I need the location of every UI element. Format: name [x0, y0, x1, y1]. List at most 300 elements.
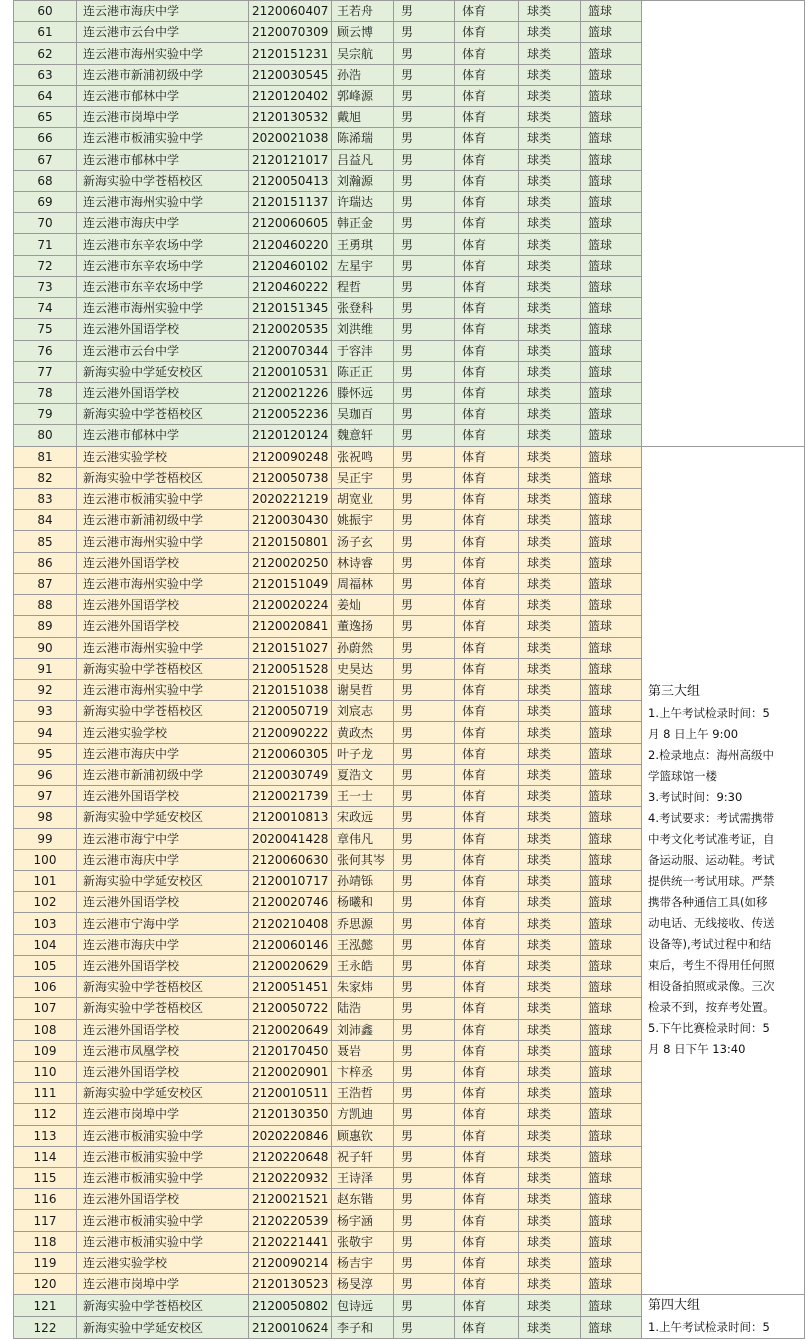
- student-name-cell: 杨吉宇: [332, 1252, 394, 1273]
- category-cell: 球类: [519, 64, 581, 85]
- gender-cell: 男: [394, 489, 455, 510]
- student-name-cell: 杨宇涵: [332, 1210, 394, 1231]
- group4-title: 第四大组: [648, 1298, 701, 1314]
- gender-cell: 男: [394, 191, 455, 212]
- school-name-cell: 连云港市海州实验中学: [77, 680, 249, 701]
- sport-cell: 篮球: [581, 1083, 642, 1104]
- gender-cell: 男: [394, 743, 455, 764]
- subject-cell: 体育: [455, 1104, 519, 1125]
- school-name-cell: 连云港市海州实验中学: [77, 43, 249, 64]
- row-number-cell: 103: [14, 913, 77, 934]
- sport-cell: 篮球: [581, 467, 642, 488]
- group3-note-line: 月 8 日上午 9:00: [648, 726, 739, 741]
- candidate-id-cell: 2120070344: [249, 340, 332, 361]
- subject-cell: 体育: [455, 1317, 519, 1339]
- category-cell: 球类: [519, 298, 581, 319]
- group4-notes-cell: [642, 1295, 805, 1339]
- category-cell: 球类: [519, 595, 581, 616]
- subject-cell: 体育: [455, 1061, 519, 1082]
- candidate-id-cell: 2120130350: [249, 1104, 332, 1125]
- gender-cell: 男: [394, 149, 455, 170]
- category-cell: 球类: [519, 870, 581, 891]
- subject-cell: 体育: [455, 1231, 519, 1252]
- group3-note-line: 3.考试时间：9:30: [648, 789, 743, 804]
- school-name-cell: 连云港市新浦初级中学: [77, 764, 249, 785]
- row-number-cell: 94: [14, 722, 77, 743]
- student-name-cell: 宋政远: [332, 807, 394, 828]
- candidate-id-cell: 2120151345: [249, 298, 332, 319]
- school-name-cell: 连云港外国语学校: [77, 1189, 249, 1210]
- candidate-id-cell: 2120120402: [249, 85, 332, 106]
- row-number-cell: 73: [14, 276, 77, 297]
- student-name-cell: 许瑞达: [332, 191, 394, 212]
- gender-cell: 男: [394, 934, 455, 955]
- school-name-cell: 连云港市新浦初级中学: [77, 510, 249, 531]
- category-cell: 球类: [519, 446, 581, 467]
- sport-cell: 篮球: [581, 786, 642, 807]
- school-name-cell: 新海实验中学苍梧校区: [77, 658, 249, 679]
- subject-cell: 体育: [455, 213, 519, 234]
- candidate-id-cell: 2120010813: [249, 807, 332, 828]
- subject-cell: 体育: [455, 191, 519, 212]
- student-name-cell: 姚振宇: [332, 510, 394, 531]
- subject-cell: 体育: [455, 1083, 519, 1104]
- candidate-id-cell: 2120021226: [249, 382, 332, 403]
- row-number-cell: 71: [14, 234, 77, 255]
- category-cell: 球类: [519, 786, 581, 807]
- sport-cell: 篮球: [581, 722, 642, 743]
- subject-cell: 体育: [455, 616, 519, 637]
- student-name-cell: 胡宽业: [332, 489, 394, 510]
- school-name-cell: 新海实验中学苍梧校区: [77, 977, 249, 998]
- subject-cell: 体育: [455, 658, 519, 679]
- candidate-id-cell: 2120151231: [249, 43, 332, 64]
- gender-cell: 男: [394, 170, 455, 191]
- group3-note-line: 相设备拍照或录像。三次: [648, 978, 775, 993]
- subject-cell: 体育: [455, 892, 519, 913]
- group3-note-line: 动电话、无线接收、传送: [648, 915, 775, 930]
- student-name-cell: 吴正宇: [332, 467, 394, 488]
- school-name-cell: 新海实验中学延安校区: [77, 870, 249, 891]
- group2-notes-cell: [642, 1, 805, 447]
- row-number-cell: 119: [14, 1252, 77, 1273]
- student-name-cell: 戴旭: [332, 107, 394, 128]
- candidate-id-cell: 2120020841: [249, 616, 332, 637]
- gender-cell: 男: [394, 531, 455, 552]
- row-number-cell: 98: [14, 807, 77, 828]
- row-number-cell: 102: [14, 892, 77, 913]
- gender-cell: 男: [394, 1317, 455, 1339]
- row-number-cell: 76: [14, 340, 77, 361]
- candidate-id-cell: 2120050802: [249, 1295, 332, 1317]
- category-cell: 球类: [519, 1168, 581, 1189]
- gender-cell: 男: [394, 913, 455, 934]
- gender-cell: 男: [394, 1295, 455, 1317]
- school-name-cell: 连云港市海庆中学: [77, 743, 249, 764]
- category-cell: 球类: [519, 1, 581, 22]
- school-name-cell: 连云港外国语学校: [77, 382, 249, 403]
- subject-cell: 体育: [455, 446, 519, 467]
- row-number-cell: 92: [14, 680, 77, 701]
- student-name-cell: 顾云博: [332, 22, 394, 43]
- category-cell: 球类: [519, 467, 581, 488]
- group3-title: 第三大组: [648, 683, 701, 699]
- school-name-cell: 连云港市板浦实验中学: [77, 1168, 249, 1189]
- school-name-cell: 连云港市岗埠中学: [77, 1274, 249, 1295]
- row-number-cell: 118: [14, 1231, 77, 1252]
- student-name-cell: 王一士: [332, 786, 394, 807]
- gender-cell: 男: [394, 977, 455, 998]
- sport-cell: 篮球: [581, 828, 642, 849]
- gender-cell: 男: [394, 1189, 455, 1210]
- gender-cell: 男: [394, 43, 455, 64]
- student-name-cell: 程哲: [332, 276, 394, 297]
- category-cell: 球类: [519, 849, 581, 870]
- school-name-cell: 新海实验中学延安校区: [77, 807, 249, 828]
- school-name-cell: 连云港市板浦实验中学: [77, 1210, 249, 1231]
- gender-cell: 男: [394, 446, 455, 467]
- school-name-cell: 连云港市新浦初级中学: [77, 64, 249, 85]
- category-cell: 球类: [519, 43, 581, 64]
- school-name-cell: 连云港外国语学校: [77, 616, 249, 637]
- subject-cell: 体育: [455, 849, 519, 870]
- school-name-cell: 连云港市板浦实验中学: [77, 1125, 249, 1146]
- row-number-cell: 91: [14, 658, 77, 679]
- category-cell: 球类: [519, 828, 581, 849]
- subject-cell: 体育: [455, 149, 519, 170]
- gender-cell: 男: [394, 510, 455, 531]
- category-cell: 球类: [519, 276, 581, 297]
- category-cell: 球类: [519, 404, 581, 425]
- subject-cell: 体育: [455, 531, 519, 552]
- student-name-cell: 姜灿: [332, 595, 394, 616]
- group3-note-line: 备运动服、运动鞋。考试: [648, 852, 775, 867]
- student-name-cell: 张何其岑: [332, 849, 394, 870]
- candidate-id-cell: 2120020224: [249, 595, 332, 616]
- subject-cell: 体育: [455, 234, 519, 255]
- category-cell: 球类: [519, 552, 581, 573]
- row-number-cell: 81: [14, 446, 77, 467]
- subject-cell: 体育: [455, 1040, 519, 1061]
- sport-cell: 篮球: [581, 870, 642, 891]
- student-name-cell: 王永皓: [332, 955, 394, 976]
- gender-cell: 男: [394, 616, 455, 637]
- sport-cell: 篮球: [581, 764, 642, 785]
- category-cell: 球类: [519, 170, 581, 191]
- gender-cell: 男: [394, 680, 455, 701]
- candidate-id-cell: 2120060305: [249, 743, 332, 764]
- candidate-id-cell: 2120050738: [249, 467, 332, 488]
- candidate-id-cell: 2120060605: [249, 213, 332, 234]
- gender-cell: 男: [394, 595, 455, 616]
- student-name-cell: 李子和: [332, 1317, 394, 1339]
- candidate-id-cell: 2120060630: [249, 849, 332, 870]
- category-cell: 球类: [519, 531, 581, 552]
- subject-cell: 体育: [455, 255, 519, 276]
- school-name-cell: 连云港市海州实验中学: [77, 573, 249, 594]
- category-cell: 球类: [519, 658, 581, 679]
- subject-cell: 体育: [455, 85, 519, 106]
- student-name-cell: 杨旻淳: [332, 1274, 394, 1295]
- sport-cell: 篮球: [581, 107, 642, 128]
- row-number-cell: 72: [14, 255, 77, 276]
- category-cell: 球类: [519, 85, 581, 106]
- student-name-cell: 史昊达: [332, 658, 394, 679]
- category-cell: 球类: [519, 680, 581, 701]
- candidate-id-cell: 2020221219: [249, 489, 332, 510]
- student-name-cell: 刘洪维: [332, 319, 394, 340]
- sport-cell: 篮球: [581, 170, 642, 191]
- sport-cell: 篮球: [581, 340, 642, 361]
- category-cell: 球类: [519, 955, 581, 976]
- student-name-cell: 赵东锴: [332, 1189, 394, 1210]
- category-cell: 球类: [519, 977, 581, 998]
- group3-note-line: 设备等),考试过程中和结: [648, 936, 772, 951]
- student-name-cell: 吴宗航: [332, 43, 394, 64]
- sport-cell: 篮球: [581, 149, 642, 170]
- school-name-cell: 连云港外国语学校: [77, 892, 249, 913]
- candidate-id-cell: 2120221441: [249, 1231, 332, 1252]
- subject-cell: 体育: [455, 870, 519, 891]
- student-name-cell: 汤子玄: [332, 531, 394, 552]
- category-cell: 球类: [519, 573, 581, 594]
- candidate-id-cell: 2120030749: [249, 764, 332, 785]
- subject-cell: 体育: [455, 22, 519, 43]
- group3-note-line: 5.下午比赛检录时间：5: [648, 1020, 770, 1035]
- table-row: [14, 1, 805, 22]
- sport-cell: 篮球: [581, 1146, 642, 1167]
- student-name-cell: 林诗睿: [332, 552, 394, 573]
- category-cell: 球类: [519, 128, 581, 149]
- row-number-cell: 86: [14, 552, 77, 573]
- sport-cell: 篮球: [581, 955, 642, 976]
- candidate-id-cell: 2120460220: [249, 234, 332, 255]
- row-number-cell: 96: [14, 764, 77, 785]
- subject-cell: 体育: [455, 1189, 519, 1210]
- sport-cell: 篮球: [581, 361, 642, 382]
- school-name-cell: 连云港外国语学校: [77, 552, 249, 573]
- school-name-cell: 新海实验中学苍梧校区: [77, 998, 249, 1019]
- category-cell: 球类: [519, 1061, 581, 1082]
- subject-cell: 体育: [455, 1019, 519, 1040]
- candidate-id-cell: 2120060146: [249, 934, 332, 955]
- candidate-id-cell: 2120021739: [249, 786, 332, 807]
- student-name-cell: 孙靖铄: [332, 870, 394, 891]
- category-cell: 球类: [519, 319, 581, 340]
- row-number-cell: 78: [14, 382, 77, 403]
- student-name-cell: 王浩哲: [332, 1083, 394, 1104]
- category-cell: 球类: [519, 1210, 581, 1231]
- category-cell: 球类: [519, 1295, 581, 1317]
- school-name-cell: 新海实验中学延安校区: [77, 361, 249, 382]
- school-name-cell: 连云港外国语学校: [77, 1019, 249, 1040]
- row-number-cell: 105: [14, 955, 77, 976]
- school-name-cell: 新海实验中学苍梧校区: [77, 404, 249, 425]
- subject-cell: 体育: [455, 1295, 519, 1317]
- subject-cell: 体育: [455, 425, 519, 446]
- row-number-cell: 61: [14, 22, 77, 43]
- school-name-cell: 连云港市东辛农场中学: [77, 234, 249, 255]
- student-name-cell: 刘瀚源: [332, 170, 394, 191]
- row-number-cell: 106: [14, 977, 77, 998]
- row-number-cell: 89: [14, 616, 77, 637]
- school-name-cell: 连云港市海庆中学: [77, 934, 249, 955]
- candidate-id-cell: 2120130523: [249, 1274, 332, 1295]
- candidate-id-cell: 2020041428: [249, 828, 332, 849]
- table-row: [14, 446, 805, 467]
- category-cell: 球类: [519, 1189, 581, 1210]
- sport-cell: 篮球: [581, 1104, 642, 1125]
- gender-cell: 男: [394, 722, 455, 743]
- category-cell: 球类: [519, 22, 581, 43]
- sport-cell: 篮球: [581, 1252, 642, 1273]
- student-name-cell: 张登科: [332, 298, 394, 319]
- sport-cell: 篮球: [581, 892, 642, 913]
- row-number-cell: 88: [14, 595, 77, 616]
- sport-cell: 篮球: [581, 1317, 642, 1339]
- subject-cell: 体育: [455, 701, 519, 722]
- school-name-cell: 连云港外国语学校: [77, 595, 249, 616]
- subject-cell: 体育: [455, 977, 519, 998]
- school-name-cell: 连云港外国语学校: [77, 786, 249, 807]
- school-name-cell: 连云港外国语学校: [77, 1061, 249, 1082]
- row-number-cell: 74: [14, 298, 77, 319]
- gender-cell: 男: [394, 255, 455, 276]
- sport-cell: 篮球: [581, 1125, 642, 1146]
- candidate-id-cell: 2120050413: [249, 170, 332, 191]
- subject-cell: 体育: [455, 489, 519, 510]
- sport-cell: 篮球: [581, 998, 642, 1019]
- subject-cell: 体育: [455, 510, 519, 531]
- student-name-cell: 祝子轩: [332, 1146, 394, 1167]
- category-cell: 球类: [519, 1146, 581, 1167]
- category-cell: 球类: [519, 1274, 581, 1295]
- category-cell: 球类: [519, 213, 581, 234]
- candidate-id-cell: 2120010717: [249, 870, 332, 891]
- candidate-id-cell: 2120070309: [249, 22, 332, 43]
- category-cell: 球类: [519, 382, 581, 403]
- group3-note-line: 提供统一考试用球。严禁: [648, 873, 775, 888]
- group3-note-line: 中考文化考试准考证，自: [648, 831, 775, 846]
- gender-cell: 男: [394, 298, 455, 319]
- row-number-cell: 113: [14, 1125, 77, 1146]
- school-name-cell: 新海实验中学延安校区: [77, 1083, 249, 1104]
- group3-note-line: 4.考试要求：考试需携带: [648, 810, 774, 825]
- candidate-id-cell: 2120020535: [249, 319, 332, 340]
- subject-cell: 体育: [455, 361, 519, 382]
- row-number-cell: 77: [14, 361, 77, 382]
- student-name-cell: 孙蔚然: [332, 637, 394, 658]
- subject-cell: 体育: [455, 680, 519, 701]
- school-name-cell: 连云港市郁林中学: [77, 85, 249, 106]
- candidate-id-cell: 2120051451: [249, 977, 332, 998]
- school-name-cell: 连云港实验学校: [77, 722, 249, 743]
- gender-cell: 男: [394, 64, 455, 85]
- gender-cell: 男: [394, 849, 455, 870]
- group3-note-line: 1.上午考试检录时间：5: [648, 705, 770, 720]
- candidate-id-cell: 2120090248: [249, 446, 332, 467]
- candidate-id-cell: 2120050722: [249, 998, 332, 1019]
- row-number-cell: 112: [14, 1104, 77, 1125]
- student-name-cell: 顾惠钦: [332, 1125, 394, 1146]
- subject-cell: 体育: [455, 764, 519, 785]
- row-number-cell: 64: [14, 85, 77, 106]
- candidate-id-cell: 2120030545: [249, 64, 332, 85]
- subject-cell: 体育: [455, 828, 519, 849]
- school-name-cell: 新海实验中学苍梧校区: [77, 701, 249, 722]
- row-number-cell: 99: [14, 828, 77, 849]
- row-number-cell: 82: [14, 467, 77, 488]
- candidate-id-cell: 2120460222: [249, 276, 332, 297]
- subject-cell: 体育: [455, 1125, 519, 1146]
- student-name-cell: 王泓懿: [332, 934, 394, 955]
- sport-cell: 篮球: [581, 255, 642, 276]
- row-number-cell: 110: [14, 1061, 77, 1082]
- student-name-cell: 叶子龙: [332, 743, 394, 764]
- sport-cell: 篮球: [581, 128, 642, 149]
- category-cell: 球类: [519, 255, 581, 276]
- gender-cell: 男: [394, 361, 455, 382]
- student-name-cell: 董逸扬: [332, 616, 394, 637]
- candidate-id-cell: 2120020629: [249, 955, 332, 976]
- gender-cell: 男: [394, 764, 455, 785]
- student-name-cell: 夏浩文: [332, 764, 394, 785]
- candidate-id-cell: 2120020649: [249, 1019, 332, 1040]
- gender-cell: 男: [394, 1168, 455, 1189]
- sport-cell: 篮球: [581, 595, 642, 616]
- subject-cell: 体育: [455, 1146, 519, 1167]
- subject-cell: 体育: [455, 552, 519, 573]
- subject-cell: 体育: [455, 1, 519, 22]
- sport-cell: 篮球: [581, 43, 642, 64]
- school-name-cell: 连云港市郁林中学: [77, 149, 249, 170]
- group3-note-line: 携带各种通信工具(如移: [648, 894, 768, 909]
- subject-cell: 体育: [455, 573, 519, 594]
- candidate-id-cell: 2120120124: [249, 425, 332, 446]
- sport-cell: 篮球: [581, 637, 642, 658]
- gender-cell: 男: [394, 807, 455, 828]
- sport-cell: 篮球: [581, 573, 642, 594]
- sport-cell: 篮球: [581, 743, 642, 764]
- gender-cell: 男: [394, 22, 455, 43]
- sport-cell: 篮球: [581, 425, 642, 446]
- category-cell: 球类: [519, 1019, 581, 1040]
- gender-cell: 男: [394, 234, 455, 255]
- school-name-cell: 连云港实验学校: [77, 1252, 249, 1273]
- sport-cell: 篮球: [581, 213, 642, 234]
- group3-note-line: 检录不到，按弃考处置。: [648, 999, 775, 1014]
- gender-cell: 男: [394, 128, 455, 149]
- category-cell: 球类: [519, 764, 581, 785]
- subject-cell: 体育: [455, 1168, 519, 1189]
- student-name-cell: 于容沣: [332, 340, 394, 361]
- school-name-cell: 连云港市海州实验中学: [77, 191, 249, 212]
- row-number-cell: 63: [14, 64, 77, 85]
- row-number-cell: 90: [14, 637, 77, 658]
- sport-cell: 篮球: [581, 1061, 642, 1082]
- row-number-cell: 65: [14, 107, 77, 128]
- category-cell: 球类: [519, 1125, 581, 1146]
- gender-cell: 男: [394, 1125, 455, 1146]
- sport-cell: 篮球: [581, 234, 642, 255]
- gender-cell: 男: [394, 552, 455, 573]
- exam-roster-table: [13, 0, 805, 1339]
- sport-cell: 篮球: [581, 1, 642, 22]
- category-cell: 球类: [519, 510, 581, 531]
- row-number-cell: 79: [14, 404, 77, 425]
- sport-cell: 篮球: [581, 298, 642, 319]
- category-cell: 球类: [519, 1252, 581, 1273]
